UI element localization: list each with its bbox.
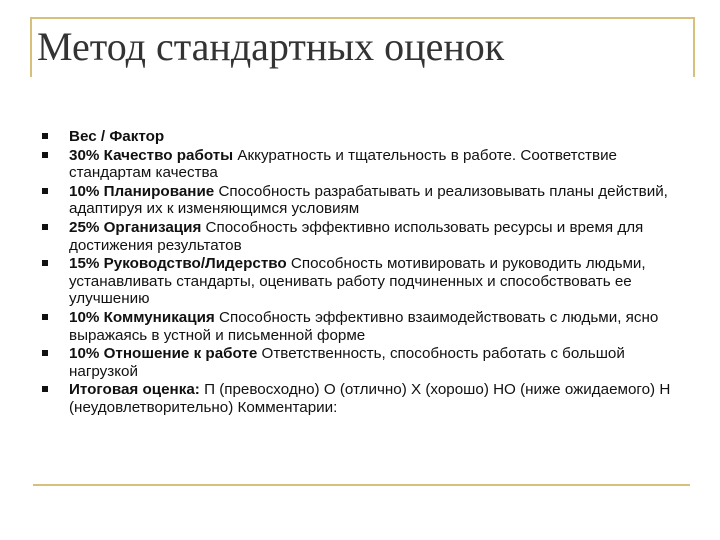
frame-right-line <box>693 17 695 77</box>
bullet-item-organization <box>42 219 682 254</box>
square-bullet-icon <box>42 133 48 139</box>
slide-title: Метод стандартных оценок <box>37 24 505 69</box>
bullet-text: Способность эффективно использовать ресурсы и время для достижения результатов <box>69 218 644 254</box>
square-bullet-icon <box>42 314 48 320</box>
bullet-text: Аккуратность и тщательность в работе. Соответствие стандартам качества <box>69 146 618 182</box>
frame-left-line <box>30 17 32 77</box>
bullet-heading: Итоговая оценка: <box>69 381 200 399</box>
bullet-heading: 15% Руководство/Лидерство <box>69 255 287 273</box>
frame-bottom-line <box>33 484 690 486</box>
bullet-list <box>42 128 682 418</box>
bullet-item-quality <box>42 147 682 182</box>
bullet-item-planning <box>42 183 682 218</box>
bullet-text: Способность разрабатывать и реализовывать планы действий, адаптируя их к изменяющимся условиям <box>69 182 668 218</box>
bullet-heading: 25% Организация <box>69 218 202 236</box>
bullet-heading: 30% Качество работы <box>69 146 234 164</box>
bullet-heading: Вес / Фактор <box>69 128 165 145</box>
bullet-item-communication <box>42 309 682 344</box>
square-bullet-icon <box>42 224 48 230</box>
frame-top-line <box>30 17 695 19</box>
square-bullet-icon <box>42 260 48 266</box>
square-bullet-icon <box>42 350 48 356</box>
bullet-text: П (превосходно) О (отлично) Х (хорошо) НО (ниже ожидаемого) Н (неудовлетворительно) Комментарии: <box>69 381 671 416</box>
bullet-heading: 10% Планирование <box>69 182 215 200</box>
bullet-text: Способность мотивировать и руководить людьми, устанавливать стандарты, оценивать работу подчиненных и способствовать ее улучшению <box>69 255 646 308</box>
bullet-item-weight-factor <box>42 128 682 146</box>
square-bullet-icon <box>42 152 48 158</box>
bullet-text: Ответственность, способность работать с большой нагрузкой <box>69 345 625 380</box>
bullet-heading: 10% Коммуникация <box>69 308 215 326</box>
bullet-text: Способность эффективно взаимодействовать с людьми, ясно выражаясь в устной и письменной форме <box>69 308 659 344</box>
square-bullet-icon <box>42 386 48 392</box>
bullet-item-attitude <box>42 345 682 380</box>
bullet-heading: 10% Отношение к работе <box>69 345 258 363</box>
square-bullet-icon <box>42 188 48 194</box>
bullet-item-final-score <box>42 381 682 416</box>
bullet-item-leadership <box>42 255 682 308</box>
